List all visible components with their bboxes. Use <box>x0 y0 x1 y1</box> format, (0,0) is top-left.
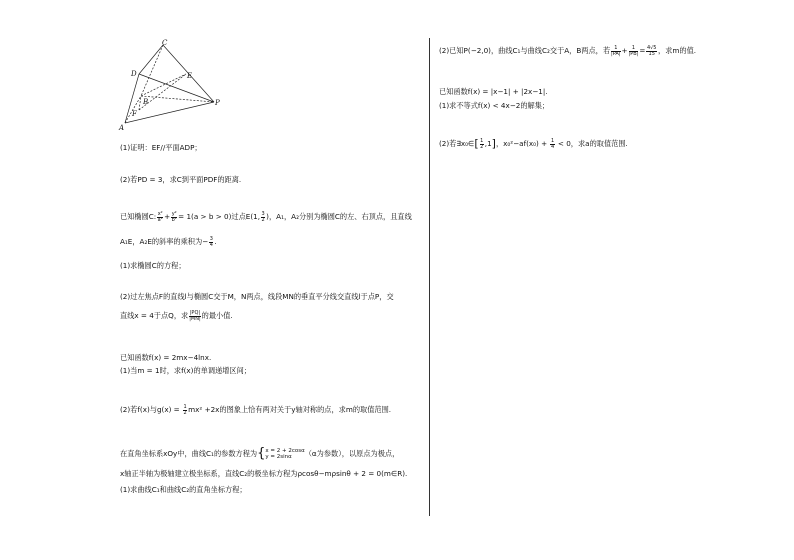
ellipse-line2: A₁E，A₂E的斜率的乘积为− $\frac{3}{4}$ . <box>120 235 217 248</box>
func-q1: (1)当m = 1时，求f(x)的单调递增区间； <box>120 366 251 375</box>
label-b: B <box>143 98 149 106</box>
label-p: P <box>215 99 220 107</box>
abs-q2: (2)若∃x₀∈[ $\frac{1}{2}$ ,1]，x₀²−af(x₀) + $\frac{1}{4}$ < 0，求a的取值范围. <box>439 137 628 150</box>
column-divider <box>429 38 430 516</box>
ellipse-intro: 已知椭圆C: $\frac{\text{x²}}{\text{a²}}$ + $\frac{\text{y²}}{\text{b²}}$ = 1(a > b > 0)过点E(1, $\frac{3}{2}$ )，A₁，A₂分别为椭圆C的左、右顶点，且直线 <box>120 210 412 223</box>
label-a: A <box>119 124 125 132</box>
ellipse-q2-line1: (2)过左焦点F的直线l与椭圆C交于M，N两点，线段MN的垂直平分线交直线l于点P，交 <box>120 292 394 301</box>
polar-q2: (2)已知P(−2,0)，曲线C₁与曲线C₂交于A，B两点，若 $\frac{1}{|PA|}$ + $\frac{1}{|PB|}$ = $\frac{4√5}{15}$ ，求m的值. <box>439 44 697 57</box>
label-d: D <box>131 70 137 78</box>
func-q2: (2)若f(x)与g(x) = $\frac{1}{2}$ mx² +2x的图象上恰有两对关于y轴对称的点，求m的取值范围. <box>120 403 392 416</box>
q1-part1: (1)证明：EF//平面ADP； <box>120 143 202 152</box>
polar-q1: (1)求曲线C₁和曲线C₂的直角坐标方程； <box>120 485 247 494</box>
label-c: C <box>162 39 168 47</box>
pyramid-figure <box>116 38 226 133</box>
ellipse-q2-line2: 直线x = 4于点Q，求 $\frac{|PQ|}{|MN|}$ 的最小值. <box>120 309 233 322</box>
q1-part2: (2)若PD = 3，求C到平面PDF的距离. <box>120 175 242 184</box>
label-f: F <box>132 110 137 118</box>
polar-line1: 在直角坐标系xOy中，曲线C₁的参数方程为{x = 2 + 2cosα y = 2sinα （α为参数），以原点为极点， <box>120 446 400 461</box>
abs-intro: 已知函数f(x) = |x−1| + |2x−1|. <box>439 87 548 96</box>
label-e: E <box>187 72 193 80</box>
abs-q1: (1)求不等式f(x) < 4x−2的解集； <box>439 101 550 110</box>
func-intro: 已知函数f(x) = 2mx−4lnx. <box>120 353 212 362</box>
polar-line2: x轴正半轴为极轴建立极坐标系，直线C₂的极坐标方程为ρcosθ−mρsinθ + 2 = 0(m∈R). <box>120 469 408 478</box>
ellipse-q1: (1)求椭圆C的方程； <box>120 261 186 270</box>
